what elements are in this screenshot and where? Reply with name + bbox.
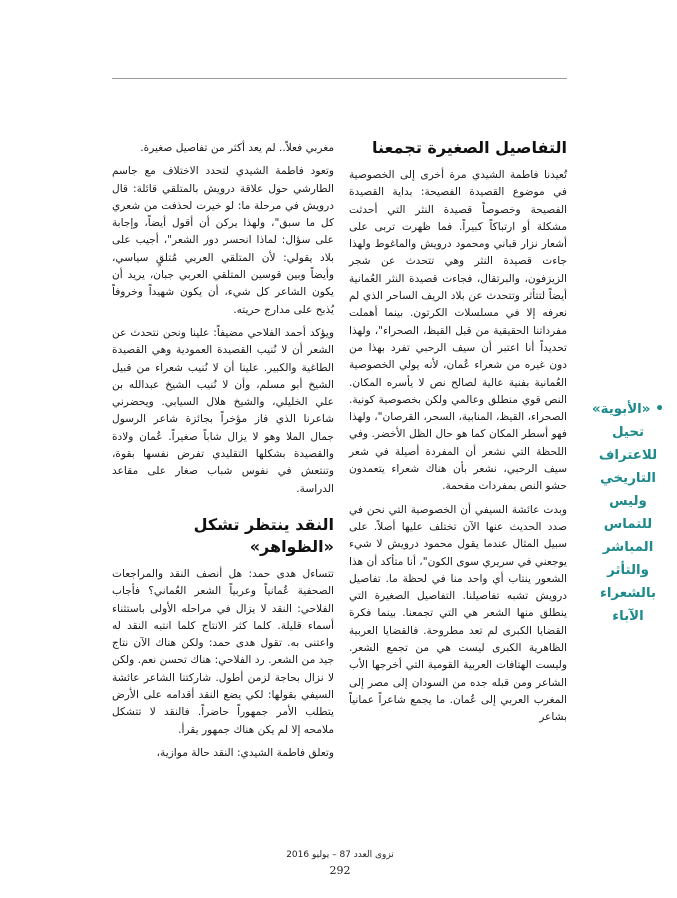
pull-quote-line: تحيل [611,425,645,440]
footer-issue-info: نزوى العدد 87 – يوليو 2016 [286,850,394,860]
section-heading-criticism: النقد ينتظر تشكل «الظواهر» [193,514,334,556]
pull-quote-line: بالشعراء [599,586,657,601]
header-rule [112,78,567,79]
left-column [112,140,334,768]
pull-quote-line: الآباء [612,609,644,624]
pull-quote [589,398,667,628]
page-number: 292 [329,864,351,877]
pull-quote-line: وليس للتماس [603,494,653,532]
pull-quote-line: للاعتراف [598,448,658,463]
section-heading-small-details: التفاصيل الصغيرة تجمعنا [371,138,567,157]
article-paragraph: مغربي فعلاً.. لم يعد أكثر من تفاصيل صغيرة. [140,142,334,154]
article-paragraph: تُعيدنا فاطمة الشيدي مرة أخرى إلى الخصوصية في موضوع القصيدة الفصيحة: بداية القصيدة الفصيحة وخصوصاً قصيدة النثر التي أحدثت مشكلة أو ارتباكاً كبيراً. فما ظهرت تربى على أشعار نزار قباني ومحمود درويش والماغوط ولهذا جاءت قصيدة النثر وهي تتحدث عن شجر الزيزفون، والبرتقال، فجاءت قصيدة النثر العُمانية أيضاً لتتأثر وتتحدث عن بلاد الريف الساحر الذي لم نعرفه إلا في مسلسلات الكرتون. بينما أهملت مفرداتنا الحقيقية من قبل القيظ، الصحراء"، ولهذا تحديداً أنا اعتبر أن سيف الرحبي تفرد بهذا من دون غيره من شعراء عُمان، لأنه يولي الخصوصية العُمانية بفنية عالية لصالح نص لا يأسره المكان. النص قوي منطلق وعالمي ولكن بخصوصية كونية. الصحراء، القيظ، المنابية، السحر، القرصان"، ولهذا فهو أسطر المكان كما هو حال الظل الأخضر. وفي اللحظة التي نشعر أن المفردة أصيلة في شعر سيف الرحبي، نشعر بأن هناك شعراء يتعمدون حشو النص بمفردات مقحمة. [349,169,567,493]
pull-quote-bullet: • [655,401,665,417]
pull-quote-line: التاريخي [599,471,657,486]
article-paragraph: وبدت عائشة السيفي أن الخصوصية التي نحن في صدد الحديث عنها الآن تختلف عليها أصلاً. على سبيل المثال عندما يقول محمود درويش لا شيء يوجعني في سريري سوى الكون"، أنا متأكد أن هذا الشعور ينتاب أي واحد منا في لحظة ما. تفاصيل درويش تشبه تفاصيلنا. التفاصيل الصغيرة التي ينطلق منها الشعر هي التي تجمعنا. بينما فكرة القضايا الكبرى لم تعد مطروحة. فالقضايا العربية الظاهرية الكبرى ليست هي من تجمع الشعر. وليست الهتافات العربية القومية التي أخرجها الأب الشاعر ومن قبله جده من السودان إلى مصر إلى المغرب العربي إلى عُمان. ما يجمع شاعراً عمانياً بشاعر [349,503,567,724]
article-paragraph: وتعلق فاطمة الشيدي: النقد حالة موازية، [156,746,334,759]
pull-quote-line: «الأبوية» [591,402,651,417]
pull-quote-line: المباشر والتأثر [602,540,654,578]
article-paragraph: ويؤكد أحمد الفلاحي مضيفاً: علينا ونحن نتحدث عن الشعر أن لا نُنيب القصيدة العمودية وهي القصيدة الطاغية والكبير. علينا أن لا نُنيب شعراء من قبيل الشيخ أبو مسلم، وأن لا نُنيب الشيخ عبدالله بن علي الخليلي، والشيخ هلال السيابي. ويحضرني شاعرنا الذي فاز مؤخراً بجائزة شاعر الرسول جمال الملا وهو لا يزال شاباً صغيراً. عُمان ولادة والقصيدة بشكلها التقليدي تفرض نفسها بقوة، وتنتعش في نفوس شباب صغار على مقاعد الدراسة. [112,326,334,495]
article-paragraph: وتعود فاطمة الشيدي لتحدد الاختلاف مع جاسم الطارشي حول علاقة درويش بالمتلقي قائلة: قال درويش في مرحلة ما: لو خيرت لحذفت من شعري كل ما سبق"، ولهذا يركن أن أقول أيضاً، وإجابة على سؤال: لماذا انحسر دور الشعر"، أجيب على بلاد يقولي: لأن المتلقي العربي مُتلقٍ سياسي، وأيضاً وبين قوسين المتلقي العربي جبان، يريد أن يكون الشاعر كل شيء، أن يكون شهيداً وخروفاً يُذبح على مدارج حريته. [112,165,334,316]
right-column [349,137,567,733]
article-paragraph: تتساءل هدى حمد: هل أنصف النقد والمراجعات الصحفية عُمانياً وعربياً الشعر العُماني؟ فأجاب الفلاحي: النقد لا يزال في مراحله الأولى باستثناء أسماء قليلة. كلما كثر الانتاج كلما انتبه النقد له واعتنى به. تقول هدى حمد: ولكن هناك الآن نتاج جيد من الشعر. رد الفلاحي: هناك تحسن نعم. ولكن لا نزال بحاجة لزمن أطول. شاركتنا الشاعر عائشة السيفي بقولها: لكي يضع النقد أقدامه على الأرض يتطلب الأمر جمهوراً حاضراً. فالنقد لا تتشكل ملامحه إلا لم يكن هناك جمهور يقرأ. [112,567,334,736]
